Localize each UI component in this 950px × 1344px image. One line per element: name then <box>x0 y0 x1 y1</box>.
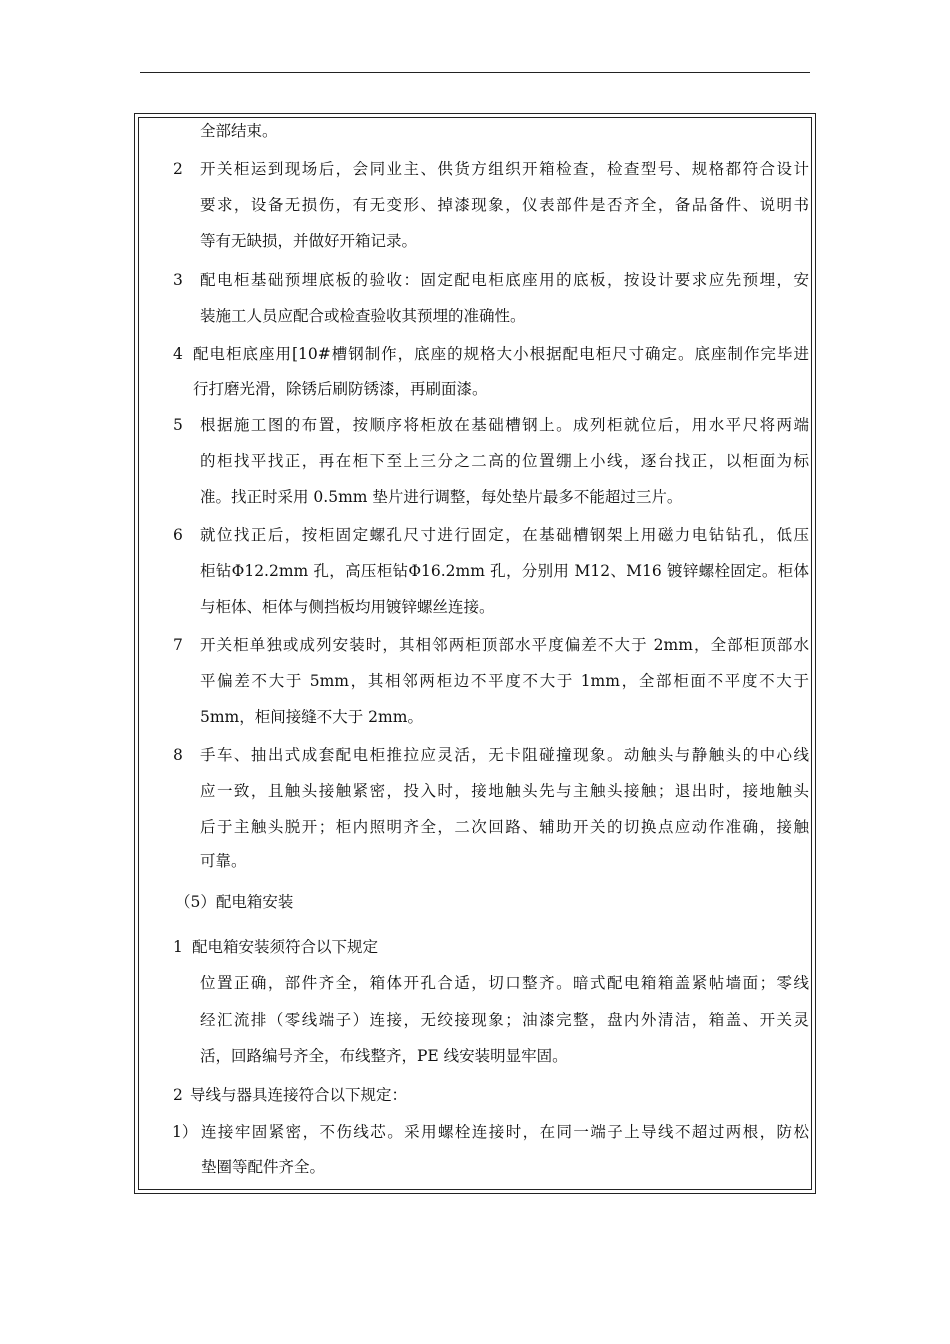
paragraph-line: 全部结束。 <box>200 122 278 140</box>
paragraph-line: 准。找正时采用 0.5mm 垫片进行调整，每处垫片最多不能超过三片。 <box>200 488 683 506</box>
paragraph-number: 1 <box>173 938 183 956</box>
paragraph-number: 1） <box>172 1123 198 1141</box>
paragraph-line: 可靠。 <box>200 852 247 870</box>
paragraph-line: 手车、抽出式成套配电柜推拉应灵活，无卡阻碰撞现象。动触头与静触头的中心线 <box>200 746 809 764</box>
paragraph-line: 垫圈等配件齐全。 <box>201 1158 326 1176</box>
paragraph-line: 平偏差不大于 5mm，其相邻两柜边不平度不大于 1mm，全部柜面不平度不大于 <box>200 672 809 690</box>
paragraph-number: 8 <box>173 746 183 764</box>
paragraph-number: 3 <box>173 271 183 289</box>
paragraph-line: 连接牢固紧密，不伤线芯。采用螺栓连接时，在同一端子上导线不超过两根，防松 <box>201 1123 809 1141</box>
paragraph-line: 导线与器具连接符合以下规定： <box>190 1086 408 1104</box>
paragraph-line: 应一致，且触头接触紧密，投入时，接地触头先与主触头接触；退出时，接地触头 <box>200 782 809 800</box>
paragraph-number: 2 <box>173 1086 183 1104</box>
paragraph-line: 5mm，柜间接缝不大于 2mm。 <box>200 708 423 726</box>
paragraph-number: 5 <box>173 416 183 434</box>
paragraph-line: 配电箱安装须符合以下规定 <box>192 938 379 956</box>
paragraph-line: 位置正确，部件齐全，箱体开孔合适，切口整齐。暗式配电箱箱盖紧帖墙面；零线 <box>200 974 809 992</box>
paragraph-line: 行打磨光滑，除锈后刷防锈漆，再刷面漆。 <box>193 380 488 398</box>
paragraph-line: 要求，设备无损伤，有无变形、掉漆现象，仪表部件是否齐全，备品备件、说明书 <box>200 196 809 214</box>
paragraph-line: （5）配电箱安装 <box>175 893 294 911</box>
paragraph-line: 根据施工图的布置，按顺序将柜放在基础槽钢上。成列柜就位后，用水平尺将两端 <box>200 416 809 434</box>
paragraph-line: 装施工人员应配合或检查验收其预埋的准确性。 <box>200 307 526 325</box>
paragraph-line: 的柜找平找正，再在柜下至上三分之二高的位置绷上小线，逐台找正，以柜面为标 <box>200 452 809 470</box>
paragraph-line: 经汇流排（零线端子）连接，无绞接现象；油漆完整，盘内外清洁，箱盖、开关灵 <box>200 1011 809 1029</box>
paragraph-line: 配电柜基础预埋底板的验收：固定配电柜底座用的底板，按设计要求应先预埋，安 <box>200 271 809 289</box>
paragraph-line: 开关柜运到现场后，会同业主、供货方组织开箱检查，检查型号、规格都符合设计 <box>200 160 809 178</box>
paragraph-number: 6 <box>173 526 183 544</box>
paragraph-line: 后于主触头脱开；柜内照明齐全，二次回路、辅助开关的切换点应动作准确，接触 <box>200 818 809 836</box>
paragraph-number: 7 <box>173 636 183 654</box>
paragraph-line: 配电柜底座用[10#槽钢制作，底座的规格大小根据配电柜尺寸确定。底座制作完毕进 <box>193 345 809 363</box>
paragraph-line: 等有无缺损，并做好开箱记录。 <box>200 232 418 250</box>
paragraph-line: 开关柜单独或成列安装时，其相邻两柜顶部水平度偏差不大于 2mm，全部柜顶部水 <box>200 636 809 654</box>
paragraph-number: 2 <box>173 160 183 178</box>
paragraph-line: 与柜体、柜体与侧挡板均用镀锌螺丝连接。 <box>200 598 495 616</box>
paragraph-line: 柜钻Φ12.2mm 孔，高压柜钻Φ16.2mm 孔，分别用 M12、M16 镀锌螺栓固定。柜体 <box>200 562 809 580</box>
paragraph-line: 活，回路编号齐全，布线整齐，PE 线安装明显牢固。 <box>200 1047 568 1065</box>
paragraph-line: 就位找正后，按柜固定螺孔尺寸进行固定，在基础槽钢架上用磁力电钻钻孔，低压 <box>200 526 809 544</box>
paragraph-number: 4 <box>173 345 183 363</box>
